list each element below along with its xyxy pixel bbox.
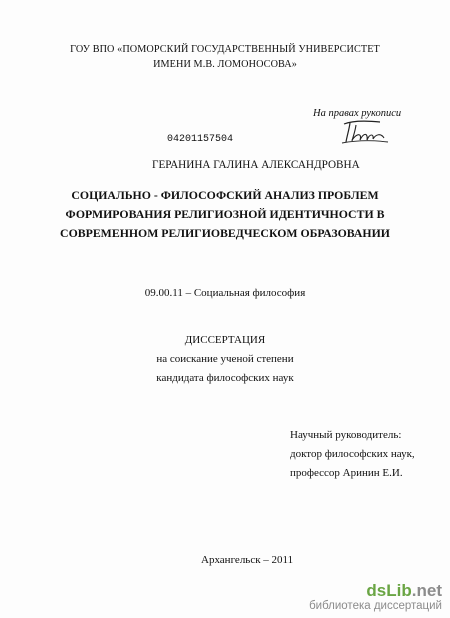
degree-line-2: кандидата философских наук [156,372,294,384]
supervisor-label: Научный руководитель: [290,429,402,441]
title-line-3: СОВРЕМЕННОМ РЕЛИГИОВЕДЧЕСКОМ ОБРАЗОВАНИИ [60,226,390,240]
watermark-logo-part2: .net [411,581,442,600]
city-year: Архангельск – 2011 [201,554,294,566]
watermark-logo-part1: dsLib [366,581,412,600]
university-line-2: ИМЕНИ М.В. ЛОМОНОСОВА» [153,59,297,70]
signature-icon [340,118,392,146]
specialty: 09.00.11 – Социальная философия [144,287,306,299]
dissertation-label: ДИССЕРТАЦИЯ [184,334,266,346]
university-line-1: ГОУ ВПО «ПОМОРСКИЙ ГОСУДАРСТВЕННЫЙ УНИВЕРСИСТЕТ [70,44,380,55]
rights-note: На правах рукописи [313,108,402,119]
supervisor-name: профессор Аринин Е.И. [290,467,403,479]
document-code: 04201157504 [167,134,234,145]
supervisor-degree: доктор философских наук, [290,448,415,460]
author-name: ГЕРАНИНА ГАЛИНА АЛЕКСАНДРОВНА [152,159,360,171]
degree-line-1: на соискание ученой степени [156,353,294,365]
title-line-2: ФОРМИРОВАНИЯ РЕЛИГИОЗНОЙ ИДЕНТИЧНОСТИ В [65,207,385,221]
watermark-subtitle: библиотека диссертаций [309,600,442,612]
title-line-1: СОЦИАЛЬНО - ФИЛОСОФСКИЙ АНАЛИЗ ПРОБЛЕМ [71,188,379,202]
watermark [309,581,442,612]
watermark-logo [309,581,442,601]
